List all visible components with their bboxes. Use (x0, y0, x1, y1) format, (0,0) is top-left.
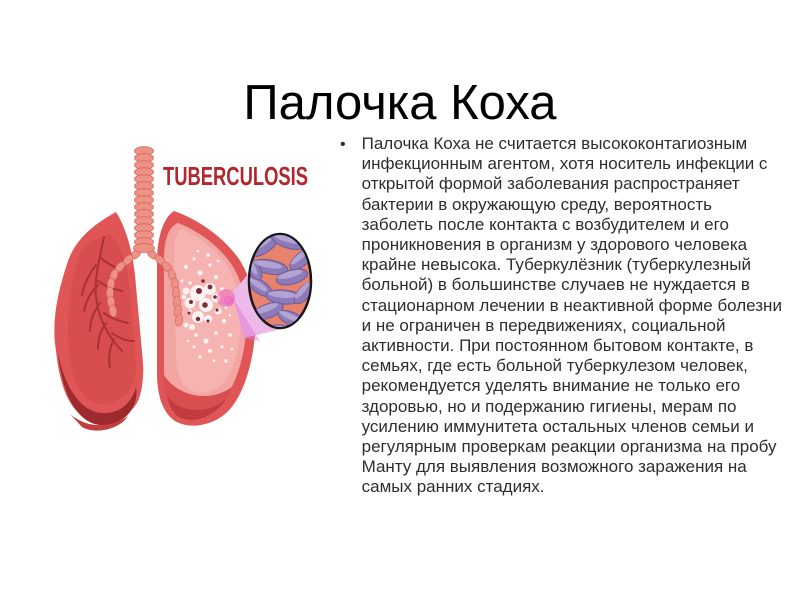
bullet-marker: • (340, 136, 346, 153)
left-lung-icon (54, 212, 143, 431)
lungs-illustration (40, 135, 352, 435)
bullet-text: Палочка Коха не считается высококонтагиозным инфекционным агентом, хотя носитель инфекции с открытой формой заболевания распространяет бактерии в окружающую среду, вероятность заболеть после контакта с возбудителем и его проникновения в организм у здорового человека крайне невысока. Туберкулёзник (туберкулезный больной) в большинстве случаев не нуждается в стационарном лечении в неактивной форме болезни и не ограничен в передвижениях, социальной активности. При постоянном бытовом контакте, в семьях, где есть больной туберкулезом человек, рекомендуется уделять внимание не только его здоровью, но и подержанию гигиены, мерам по усилению иммунитета остальных членов семьи и регулярным проверкам реакции организма на пробу Манту для выявления возможного заражения на самых ранних стадиях. (361, 134, 782, 497)
page-title: Палочка Коха (243, 75, 557, 130)
list-item (340, 134, 792, 498)
tuberculosis-label: TUBERCULOSIS (163, 161, 308, 191)
trachea-icon (134, 147, 155, 253)
slide-body (340, 134, 792, 498)
